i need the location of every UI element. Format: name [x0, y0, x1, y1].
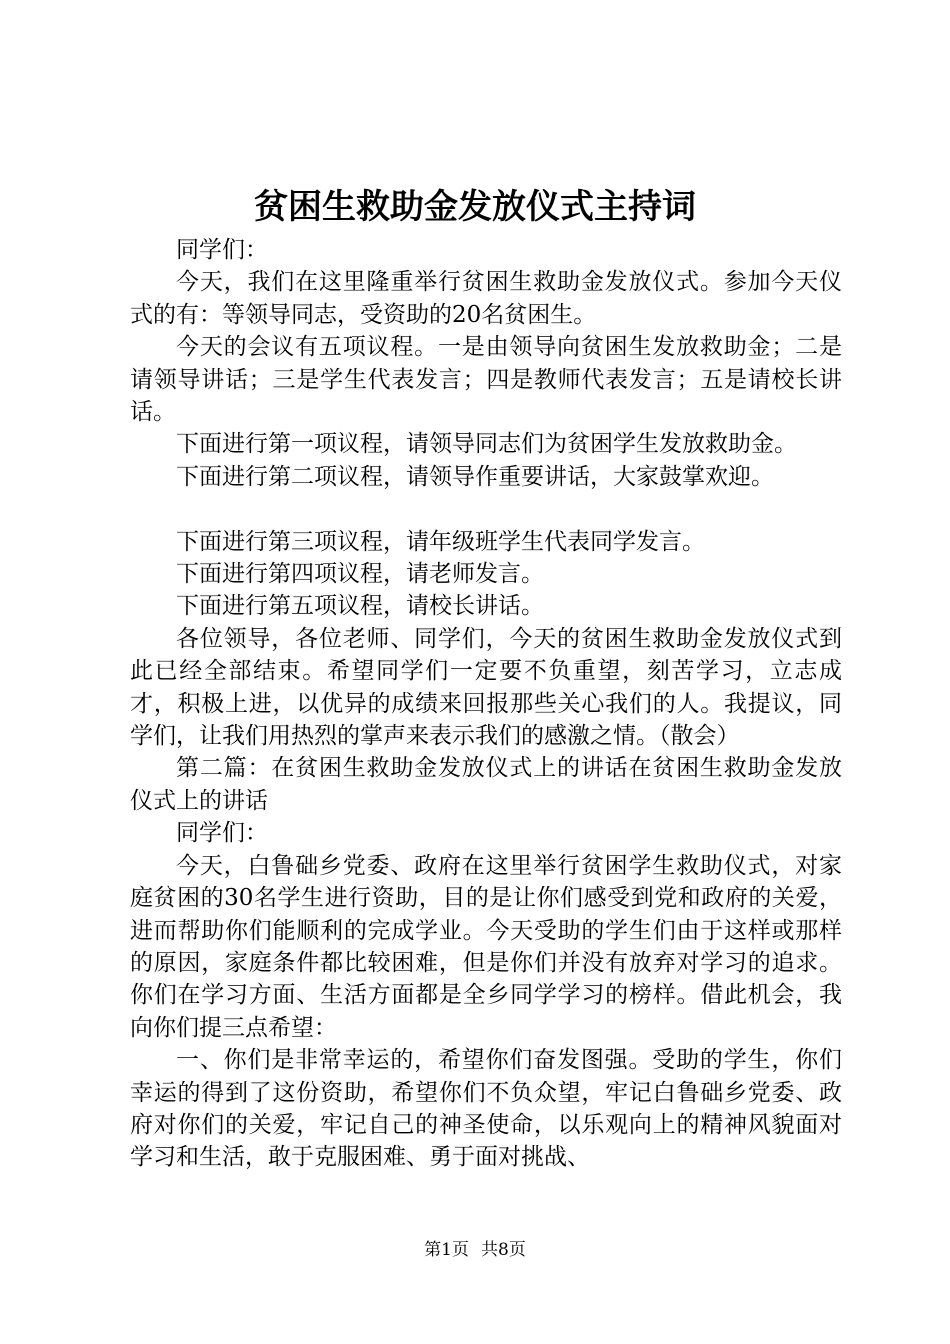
page-footer [0, 1238, 950, 1262]
page-number: 第1页 [424, 1240, 469, 1260]
page-title: 贫困生救助金发放仪式主持词 [254, 187, 696, 227]
document-body [130, 234, 842, 1174]
paragraph-item-four: 下面进行第四项议程，请老师发言。 [176, 561, 544, 588]
paragraph-hope-one: 一、你们是非常幸运的，希望你们奋发图强。受助的学生，你们幸运的得到了这份资助，希望你们不负众望，牢记白鲁础乡党委、政府对你们的关爱，牢记自己的神圣使命，以乐观向上的精神风貌面对学习和生活，敢于克服困难、勇于面对挑战、 [130, 1047, 842, 1171]
paragraph-agenda: 今天的会议有五项议程。一是由领导向贫困生发放救助金；二是请领导讲话；三是学生代表发言；四是教师代表发言；五是请校长讲话。 [130, 334, 842, 426]
paragraph-second-article-heading: 第二篇：在贫困生救助金发放仪式上的讲话在贫困生救助金发放仪式上的讲话 [130, 755, 842, 814]
paragraph-closing: 各位领导，各位老师、同学们，今天的贫困生救助金发放仪式到此已经全部结束。希望同学们一定要不负重望，刻苦学习，立志成才，积极上进，以优异的成绩来回报那些关心我们的人。我提议，同学们，让我们用热烈的掌声来表示我们的感激之情。（散会） [130, 625, 842, 750]
page-total: 共8页 [481, 1240, 526, 1260]
paragraph-item-three: 下面进行第三项议程，请年级班学生代表同学发言。 [176, 528, 705, 555]
paragraph-item-two: 下面进行第二项议程，请领导作重要讲话，大家鼓掌欢迎。 [176, 463, 774, 490]
paragraph-item-one: 下面进行第一项议程，请领导同志们为贫困学生发放救助金。 [176, 431, 797, 458]
paragraph-speech-intro: 今天，白鲁础乡党委、政府在这里举行贫困学生救助仪式，对家庭贫困的30名学生进行资助，目的是让你们感受到党和政府的关爱，进而帮助你们能顺利的完成学业。今天受助的学生们由于这样或那样的原因，家庭条件都比较困难，但是你们并没有放弃对学习的追求。你们在学习方面、生活方面都是全乡同学学习的榜样。借此机会，我向你们提三点希望： [130, 852, 842, 1041]
blank-line [130, 493, 842, 525]
paragraph-greeting-second: 同学们： [176, 820, 268, 847]
paragraph-opening: 今天，我们在这里隆重举行贫困生救助金发放仪式。参加今天仪式的有：等领导同志，受资助的20名贫困生。 [130, 269, 842, 328]
paragraph-item-five: 下面进行第五项议程，请校长讲话。 [176, 593, 544, 620]
paragraph-greeting: 同学们： [176, 237, 268, 263]
